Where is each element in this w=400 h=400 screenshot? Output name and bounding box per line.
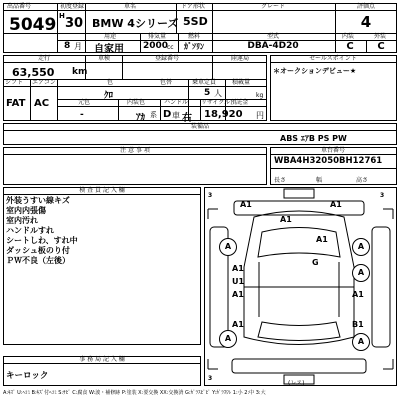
staff-divider: [3, 363, 201, 364]
capacity-value: 5: [204, 88, 211, 98]
inspection-note: ハンドルすれ: [6, 226, 54, 235]
header-col-divider: [212, 3, 213, 33]
seats-value: 系: [150, 111, 157, 119]
legend-label: (レス): [288, 380, 305, 387]
inspection-notes-divider: [3, 194, 201, 195]
registration-year: 30: [65, 16, 84, 31]
chassis-label: 車台番号: [320, 147, 346, 154]
header-col-divider: [85, 33, 86, 53]
spec-col: [30, 79, 31, 121]
era-mark: H: [59, 12, 65, 20]
chassis-number: WBA4H32050BH12761: [274, 156, 383, 166]
capacity-unit: 人: [214, 89, 222, 98]
capacity-label: 乗車定員: [192, 79, 217, 86]
header-col-divider: [178, 33, 179, 53]
damage-mark: A1: [280, 215, 292, 224]
car-name: BMW 4シリーズ: [92, 17, 179, 30]
spec-col: [212, 55, 213, 79]
chassis-divider-2: [270, 168, 397, 169]
color-label: 色: [106, 79, 114, 86]
spec-divider: [57, 106, 267, 107]
spec-col: [118, 99, 119, 121]
exterior-score: C: [377, 41, 385, 52]
inspection-note: ダッシュ板のり付: [6, 246, 70, 255]
inspection-note: 室内内張傷: [6, 206, 46, 215]
damage-mark: A1: [316, 235, 328, 244]
sales-point-label: セールスポイント: [309, 55, 357, 62]
exterior-label: 外装: [374, 33, 387, 40]
diagram-label: 3: [208, 375, 213, 382]
year-label: 初度登録: [60, 3, 85, 10]
doors-value: 右: [182, 113, 192, 124]
height-label: 高さ: [356, 177, 369, 184]
car-name-label: 車名: [123, 3, 137, 10]
prev-color-value: -: [80, 110, 84, 120]
load-unit: kg: [256, 92, 264, 99]
interior-score: C: [346, 41, 354, 52]
diagram-label: 3: [380, 192, 385, 199]
spec-col: [122, 55, 123, 79]
usage-label: 用途: [104, 33, 117, 40]
equipment-divider: [3, 130, 397, 131]
score-label: 評価点: [356, 3, 376, 10]
door-label: ドア形状: [181, 3, 205, 10]
damage-mark-circle: A: [352, 238, 370, 256]
handle-value: D: [163, 109, 172, 120]
inspection-title: 検 査 員 記 入 欄: [79, 187, 125, 194]
recycle-value: 18,920: [204, 109, 243, 120]
inspection-note: ＰＷ不良（左後）: [6, 256, 70, 265]
header-col-divider: [366, 40, 367, 53]
prev-color-label: 元色: [78, 99, 91, 106]
chassis-divider: [270, 154, 397, 155]
header-row-divider: [3, 10, 397, 11]
interior-color-label: 内装色: [127, 99, 146, 106]
width-label: 幅: [316, 177, 323, 184]
spec-col: [160, 99, 161, 121]
header-col-divider: [212, 33, 213, 53]
damage-mark: A1: [352, 290, 364, 299]
mileage-label: 走行: [37, 55, 51, 62]
aircon-label: エアコン: [32, 79, 56, 86]
spec-divider: [3, 62, 267, 63]
length-label: 長さ: [274, 177, 287, 184]
damage-mark-circle: A: [352, 333, 370, 351]
spec-divider: [3, 86, 267, 87]
fuel-value: ｶﾞｿﾘﾝ: [184, 42, 204, 51]
inspection-note: シートしわ、すれ中: [6, 236, 78, 245]
reg-location-label: 陸運局: [230, 55, 250, 62]
inspection-label: 車検: [97, 55, 111, 62]
inspection-note: 外装うすい線キズ: [6, 196, 70, 205]
mileage-value: 63,550: [12, 66, 55, 79]
fuel-label: 燃料: [188, 33, 201, 40]
handle-label: ハンドル: [164, 99, 189, 106]
mileage-unit: km: [72, 67, 88, 77]
sales-point-divider: [270, 62, 397, 63]
notes-label: 注 意 事 項: [120, 147, 150, 154]
shift-label: シフト: [5, 79, 24, 86]
damage-mark-circle: A: [352, 264, 370, 282]
damage-mark: A1: [232, 264, 244, 273]
door-type: 5SD: [183, 15, 208, 28]
header-col-divider: [85, 3, 86, 33]
sales-point-box: [270, 55, 397, 121]
sales-point-value: ＊オークションデビュー★: [273, 67, 357, 75]
inspection-note: 室内汚れ: [6, 216, 38, 225]
color-no-label: 色替: [160, 79, 173, 86]
damage-mark: B1: [352, 320, 364, 329]
model-code: DBA-4D20: [247, 41, 299, 51]
displacement-unit: cc: [167, 44, 174, 51]
car-diagram: [204, 187, 397, 386]
model-label: 型式: [266, 33, 280, 40]
damage-mark: A1: [330, 200, 342, 209]
grade-label: グレード: [260, 3, 286, 10]
month-unit: 月: [74, 42, 82, 51]
staff-note: キーロック: [6, 371, 49, 381]
header-col-divider: [140, 33, 141, 53]
handle-suffix: 車: [172, 111, 180, 120]
equipment-label: 装備品: [190, 123, 210, 130]
staff-title: 事 務 局 記 入 欄: [79, 356, 125, 363]
damage-mark: A1: [240, 200, 252, 209]
interior-color-value: ｱｶ: [136, 113, 146, 123]
header-col-divider: [335, 3, 336, 53]
notes-divider: [3, 154, 267, 155]
damage-mark: A1: [232, 290, 244, 299]
lot-number: 5049: [9, 15, 57, 35]
equipment-value: ABS ｴｱB PS PW: [280, 134, 347, 143]
recycle-label: リサイクル預託金: [201, 99, 249, 106]
header-col-divider: [57, 3, 58, 53]
damage-mark-circle: A: [219, 238, 237, 256]
recycle-unit: 円: [256, 111, 264, 120]
registration-month: 8: [64, 41, 71, 51]
shift-value: FAT: [6, 98, 26, 109]
damage-mark: G: [312, 258, 319, 267]
spec-col: [57, 79, 58, 121]
footer-legend: A:ｷｽﾞ U:ﾍｺﾐ B:ｷｽﾞ付ﾍｺﾐ S:ｻﾋﾞ C:腐食 W:波・補修跡 P:塗装 X:要交換 XX:交換済 G:ｶﾞﾗｽﾋﾞﾋﾞ Y:ｶﾞﾗｽﾜﾚ 1:小 2:中 3:大: [3, 390, 266, 396]
damage-mark: U1: [232, 277, 245, 286]
diagram-label: 3: [208, 192, 213, 199]
interior-label: 内装: [342, 33, 355, 40]
displacement-value: 2000: [143, 41, 169, 51]
displacement-label: 排気量: [148, 33, 167, 40]
overall-score: 4: [360, 13, 372, 31]
reg-no-label: 登録番号: [154, 55, 180, 62]
inspection-note-list: [6, 196, 78, 266]
damage-mark-circle: A: [219, 330, 237, 348]
load-label: 積載量: [232, 79, 251, 86]
usage-value: 自家用: [94, 44, 124, 55]
damage-mark: A1: [232, 320, 244, 329]
aircon-value: AC: [34, 98, 50, 109]
color-value: ｸﾛ: [104, 91, 114, 101]
lot-no-label: 出品番号: [7, 3, 32, 10]
